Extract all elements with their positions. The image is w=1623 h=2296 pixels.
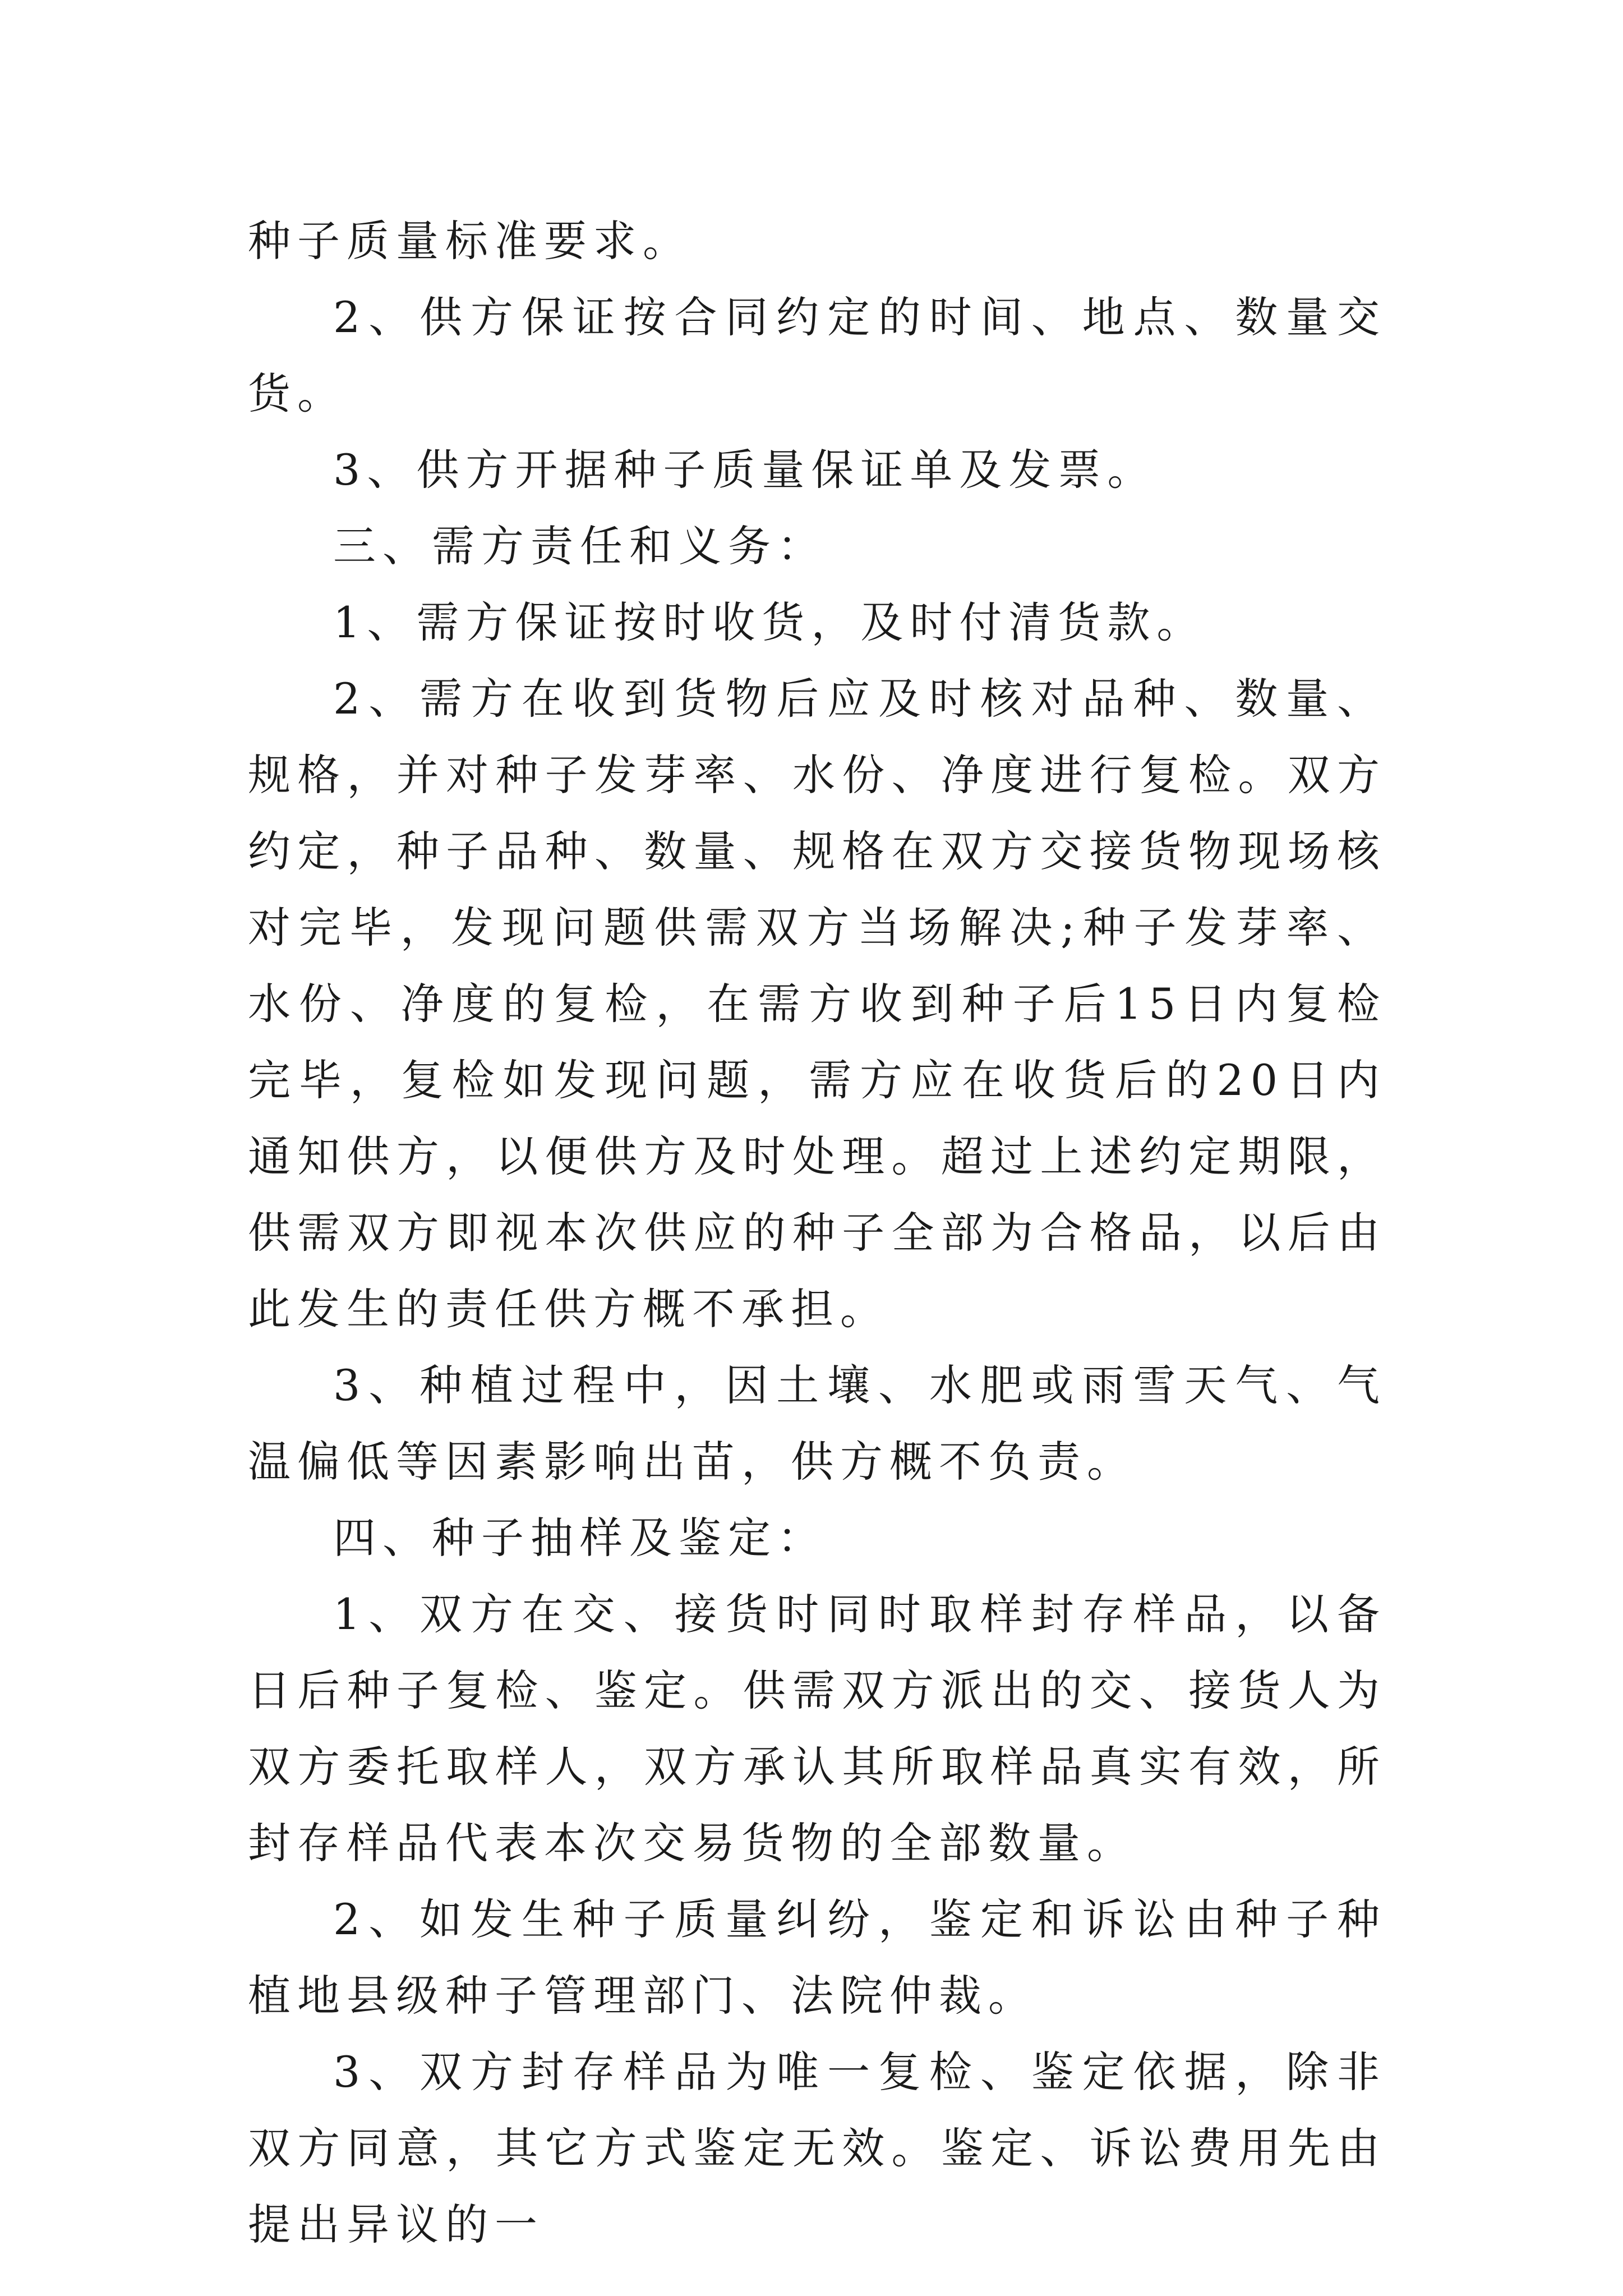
paragraph-quality-standard: 种子质量标准要求。	[248, 216, 692, 266]
section-heading-buyer-duties: 三、需方责任和义务：	[333, 521, 827, 571]
paragraph-sample-basis: 3、双方封存样品为唯一复检、鉴定依据，除非双方同意，其它方式鉴定无效。鉴定、诉讼费用先由提出异议的一	[248, 2047, 1386, 2249]
paragraph-sampling-procedure: 1、双方在交、接货时同时取样封存样品，以备日后种子复检、鉴定。供需双方派出的交、接货人为双方委托取样人，双方承认其所取样品真实有效，所封存样品代表本次交易货物的全部数量。	[248, 1589, 1386, 1868]
paragraph-supplier-delivery: 2、供方保证按合同约定的时间、地点、数量交货。	[248, 292, 1386, 418]
document-body	[248, 203, 1386, 2263]
paragraph-dispute-resolution: 2、如发生种子质量纠纷，鉴定和诉讼由种子种植地县级种子管理部门、法院仲裁。	[248, 1894, 1386, 2021]
paragraph-buyer-inspection: 2、需方在收到货物后应及时核对品种、数量、规格，并对种子发芽率、水份、净度进行复检。双方约定，种子品种、数量、规格在双方交接货物现场核对完毕，发现问题供需双方当场解决;种子发芽率、水份、净度的复检，在需方收到种子后15日内复检完毕，复检如发现问题，需方应在收货后的20日内通知供方，以便供方及时处理。超过上述约定期限，供需双方即视本次供应的种子全部为合格品，以后由此发生的责任供方概不承担。	[248, 674, 1386, 1334]
paragraph-planting-disclaimer: 3、种植过程中，因土壤、水肥或雨雪天气、气温偏低等因素影响出苗，供方概不负责。	[248, 1360, 1386, 1487]
paragraph-buyer-payment: 1、需方保证按时收货，及时付清货款。	[333, 597, 1206, 647]
section-heading-sampling: 四、种子抽样及鉴定：	[333, 1513, 827, 1563]
paragraph-supplier-invoice: 3、供方开据种子质量保证单及发票。	[333, 445, 1157, 495]
